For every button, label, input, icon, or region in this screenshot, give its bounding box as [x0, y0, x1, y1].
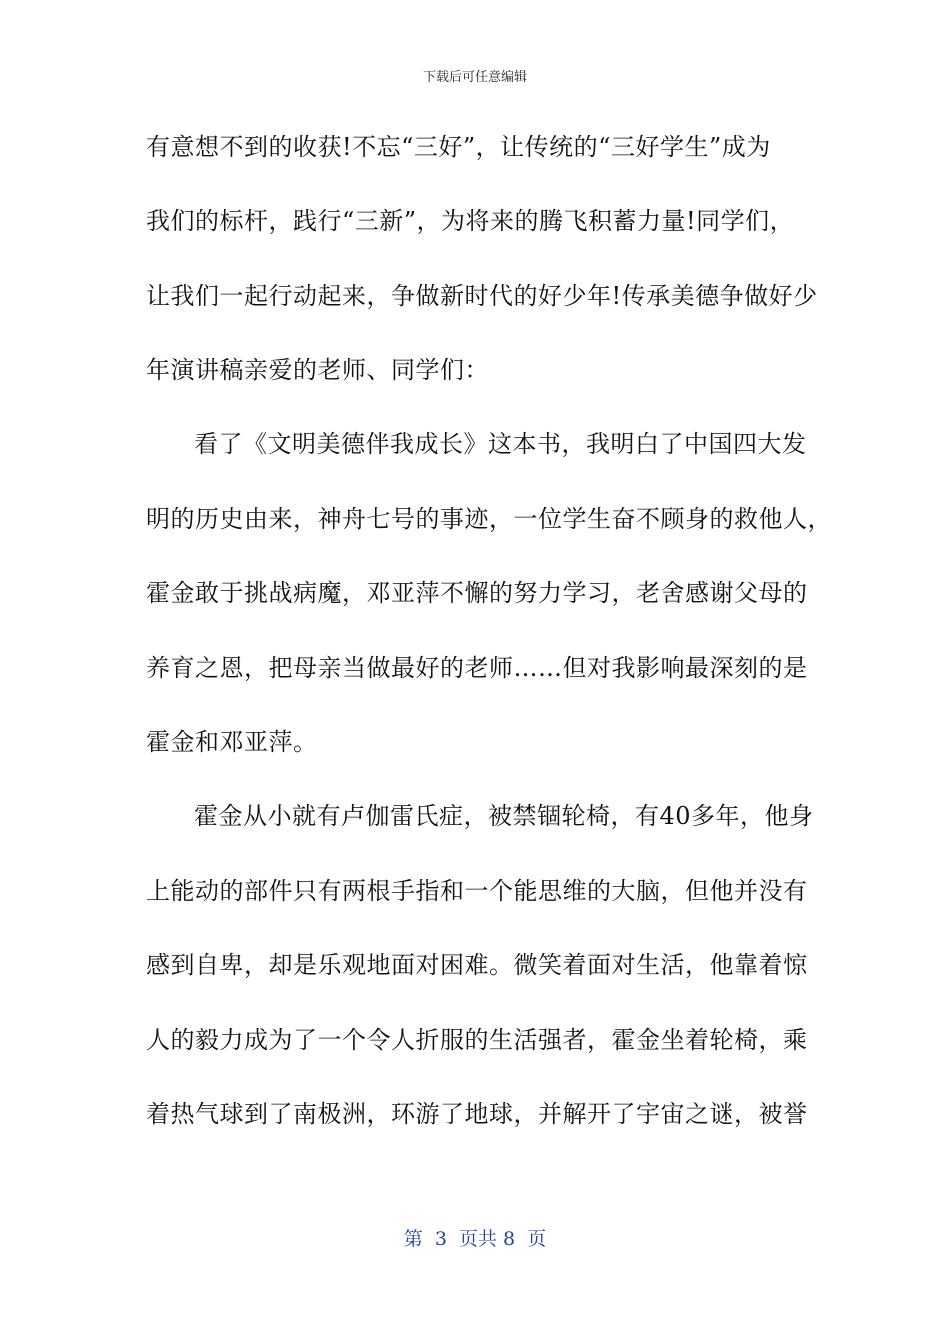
text-line: 让我们一起行动起来，争做新时代的好少年!传承美德争做好少 [146, 282, 818, 310]
paragraph-start-line: 霍金从小就有卢伽雷氏症，被禁锢轮椅，有40多年，他身 [194, 802, 814, 830]
page-header: 下载后可任意编辑 [422, 70, 527, 85]
text-line: 有意想不到的收获!不忘“三好”，让传统的“三好学生”成为 [146, 133, 771, 161]
text-line: 我们的标杆，践行“三新”，为将来的腾飞积蓄力量!同学们， [146, 207, 795, 235]
text-line: 霍金和邓亚萍。 [146, 728, 318, 756]
text-line: 人的毅力成为了一个令人折服的生活强者，霍金坐着轮椅，乘 [146, 1026, 808, 1054]
text-line: 年演讲稿亲爱的老师、同学们： [146, 356, 489, 384]
text-line: 养育之恩，把母亲当做最好的老师……但对我影响最深刻的是 [146, 654, 808, 682]
text-line: 明的历史由来，神舟七号的事迹，一位学生奋不顾身的救他人， [146, 505, 832, 533]
text-line: 霍金敢于挑战病魔，邓亚萍不懈的努力学习，老舍感谢父母的 [146, 579, 808, 607]
text-line: 感到自卑，却是乐观地面对困难。微笑着面对生活，他靠着惊 [146, 951, 808, 979]
paragraph-start-line: 看了《文明美德伴我成长》这本书，我明白了中国四大发 [194, 430, 807, 458]
text-line: 上能动的部件只有两根手指和一个能思维的大脑，但他并没有 [146, 877, 808, 905]
page-number-footer: 第 3 页共 8 页 [403, 1228, 547, 1250]
text-line: 着热气球到了南极洲，环游了地球，并解开了宇宙之谜，被誉 [146, 1100, 808, 1128]
